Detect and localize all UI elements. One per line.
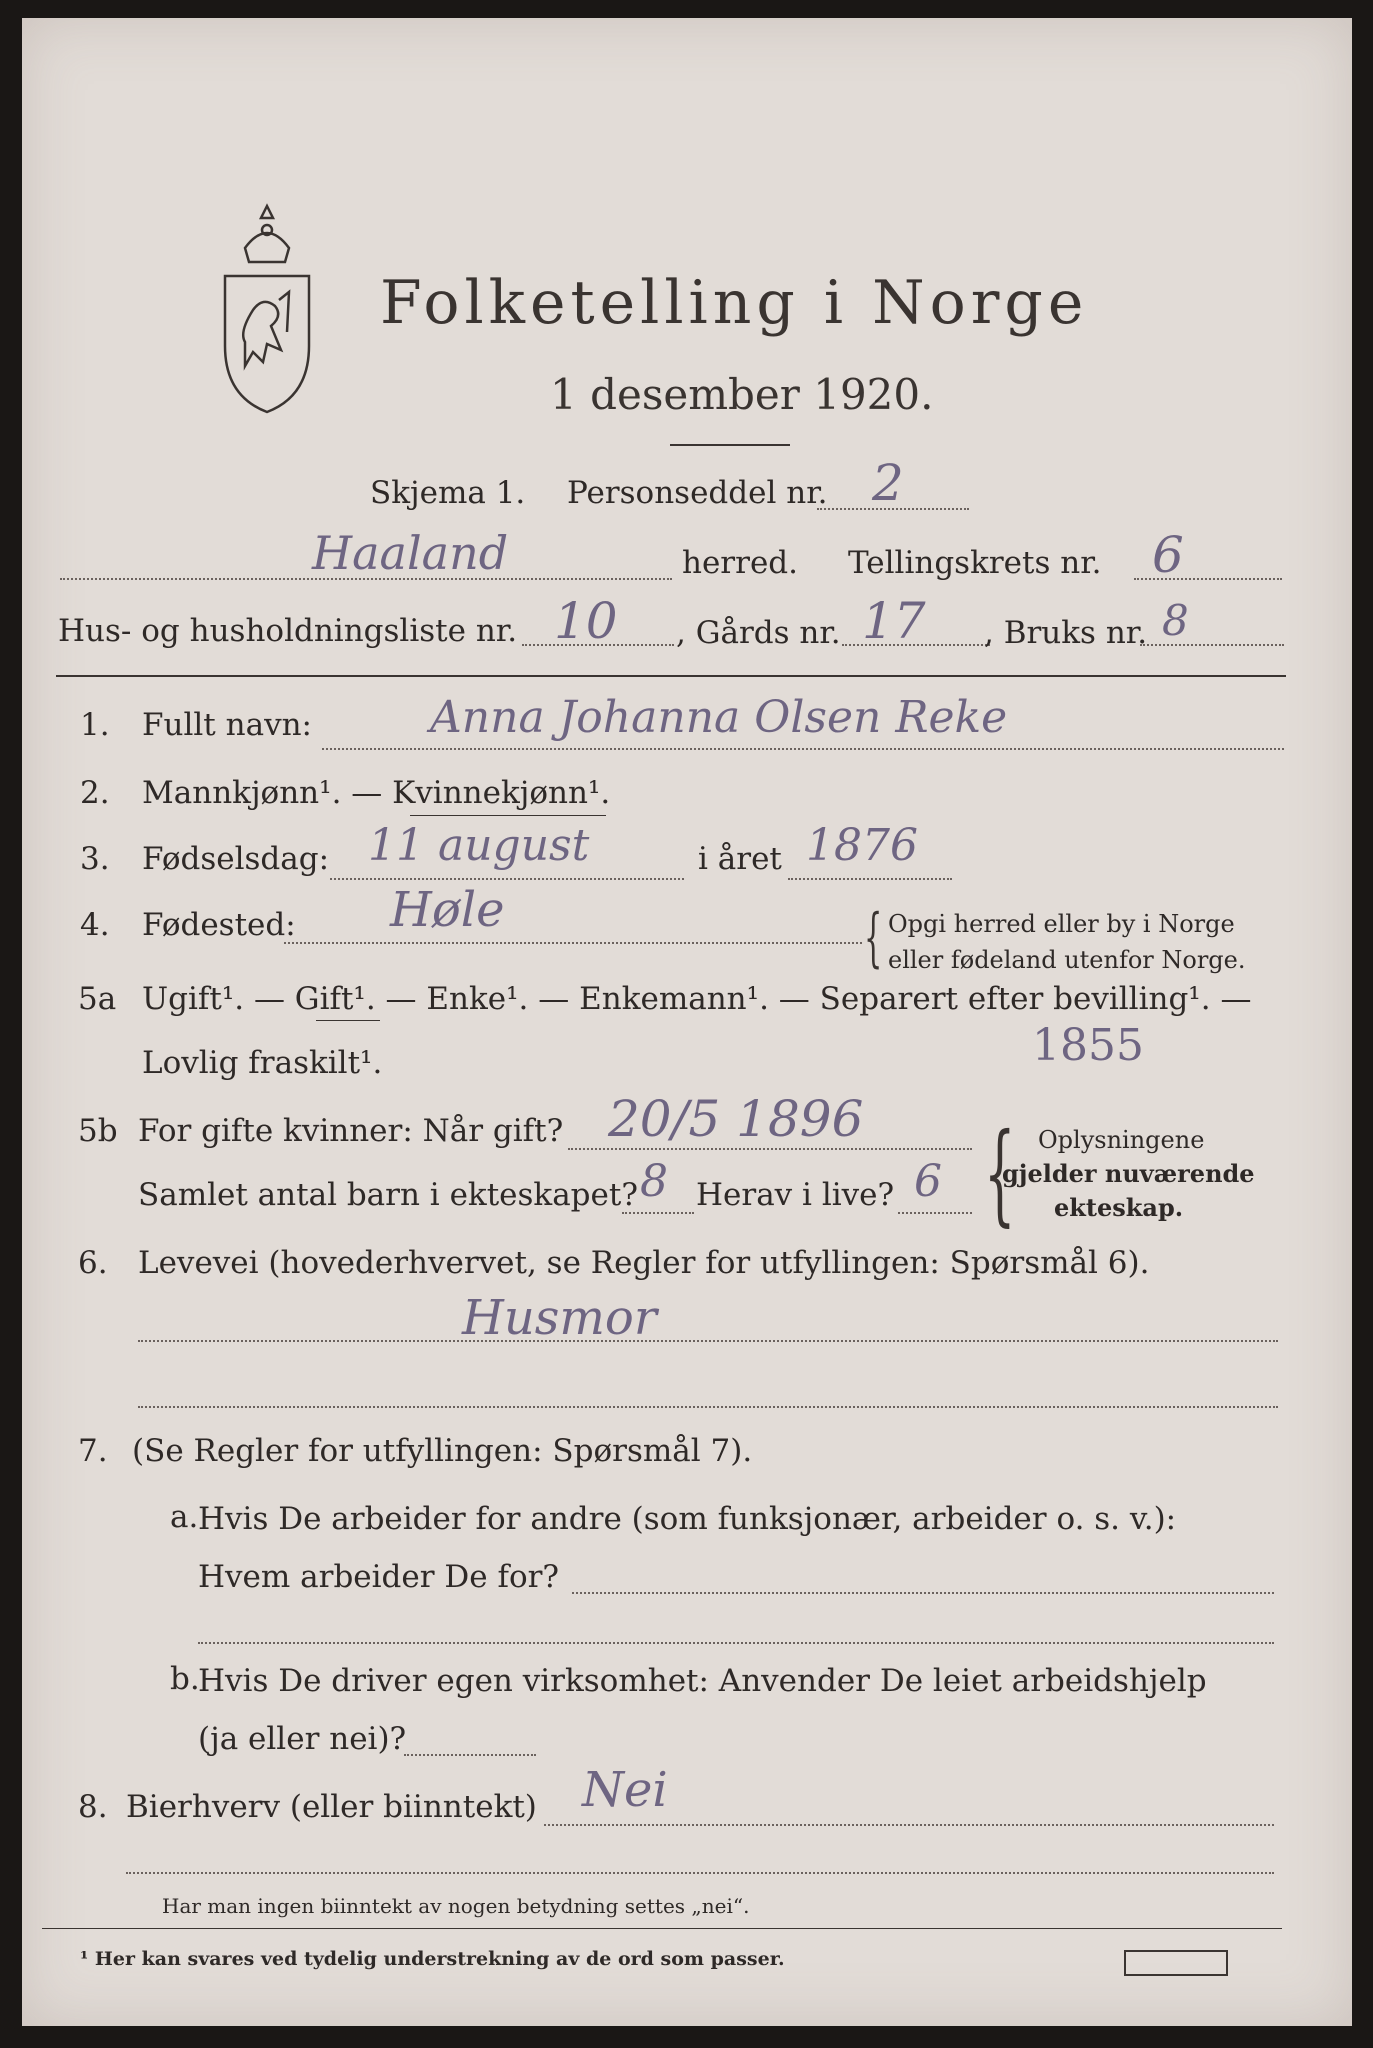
q7a-line-1: Hvis De arbeider for andre (som funksjonær, arbeider o. s. v.): xyxy=(198,1501,1177,1537)
q5b-line-2 xyxy=(622,1212,694,1214)
footnote: ¹ Her kan svares ved tydelig understrekning av de ord som passer. xyxy=(80,1948,785,1970)
tellingskrets-label: Tellingskrets nr. xyxy=(848,545,1102,581)
tellingskrets-value[interactable]: 6 xyxy=(1152,526,1184,584)
q3-line xyxy=(330,878,684,880)
header-rule xyxy=(56,675,1286,677)
herred-label: herred. xyxy=(682,545,798,581)
q5b-line-1 xyxy=(568,1148,972,1150)
footer-rule xyxy=(42,1928,1282,1929)
q5b-value-3[interactable]: 6 xyxy=(914,1156,942,1207)
q1-label: Fullt navn: xyxy=(142,707,312,743)
q8-number: 8. xyxy=(78,1789,108,1825)
q3-number: 3. xyxy=(80,841,110,877)
q5b-label-3: Herav i live? xyxy=(696,1177,895,1213)
hus-value[interactable]: 10 xyxy=(554,592,618,650)
q8-value[interactable]: Nei xyxy=(582,1762,668,1818)
q4-number: 4. xyxy=(80,907,110,943)
q6-line-1 xyxy=(138,1340,1278,1342)
q6-label: Levevei (hovederhvervet, se Regler for utfyllingen: Spørsmål 6). xyxy=(138,1245,1150,1281)
census-form-sheet xyxy=(22,18,1352,2026)
q7a-answer-line-1 xyxy=(572,1592,1274,1594)
printer-stamp-icon xyxy=(1124,1950,1228,1976)
q3-year-value[interactable]: 1876 xyxy=(806,820,918,871)
form-title: Folketelling i Norge xyxy=(380,268,1089,338)
q7b-line-2: (ja eller nei)? xyxy=(198,1721,407,1757)
q5b-value-1[interactable]: 20/5 1896 xyxy=(608,1090,864,1148)
q3-value[interactable]: 11 august xyxy=(368,820,590,871)
q7b-letter: b. xyxy=(170,1661,200,1697)
q5b-note-3: ekteskap. xyxy=(1054,1193,1184,1222)
coat-of-arms-icon xyxy=(217,200,317,420)
q4-note-2: eller fødeland utenfor Norge. xyxy=(888,946,1246,974)
hus-label: Hus- og husholdningsliste nr. xyxy=(58,613,518,649)
q8-label: Bierhverv (eller biinntekt) xyxy=(126,1789,537,1825)
title-divider xyxy=(670,444,790,446)
personseddel-label: Personseddel nr. xyxy=(567,475,828,511)
q2-underline xyxy=(410,815,606,816)
q2-number: 2. xyxy=(80,775,110,811)
gards-value[interactable]: 17 xyxy=(862,592,926,650)
q5b-note-2: gjelder nuværende xyxy=(1002,1159,1255,1188)
q7-label: (Se Regler for utfyllingen: Spørsmål 7). xyxy=(132,1433,753,1469)
q7a-answer-line-2 xyxy=(198,1642,1274,1644)
q5b-note-1: Oplysningene xyxy=(1038,1126,1205,1154)
q3-year-line xyxy=(788,878,952,880)
q5b-line-3 xyxy=(898,1212,972,1214)
q5b-brace: { xyxy=(984,1109,1016,1237)
biinntekt-note: Har man ingen biinntekt av nogen betydning settes „nei“. xyxy=(162,1894,750,1918)
q8-line-1 xyxy=(544,1824,1274,1826)
q6-line-2 xyxy=(138,1406,1278,1408)
q4-value[interactable]: Høle xyxy=(390,882,505,938)
personseddel-value[interactable]: 2 xyxy=(872,454,904,512)
q5a-underline xyxy=(316,1020,380,1021)
q5b-value-2[interactable]: 8 xyxy=(640,1156,668,1207)
q5b-label-1: For gifte kvinner: Når gift? xyxy=(138,1113,564,1149)
q5b-label-2: Samlet antal barn i ekteskapet? xyxy=(138,1177,638,1213)
q6-number: 6. xyxy=(78,1245,108,1281)
q7a-letter: a. xyxy=(170,1499,199,1535)
q3-year-label: i året xyxy=(698,841,782,877)
q7b-answer-line xyxy=(404,1754,536,1756)
skjema-label: Skjema 1. xyxy=(370,475,526,511)
q5a-line1: Ugift¹. — Gift¹. — Enke¹. — Enkemann¹. — Separert efter bevilling¹. — xyxy=(142,981,1252,1017)
bruks-value[interactable]: 8 xyxy=(1162,596,1189,645)
q7a-line-2: Hvem arbeider De for? xyxy=(198,1559,560,1595)
q7b-line-1: Hvis De driver egen virksomhet: Anvender De leiet arbeidshjelp xyxy=(198,1663,1207,1699)
q8-line-2 xyxy=(126,1872,1274,1874)
q4-note-1: Opgi herred eller by i Norge xyxy=(888,910,1235,938)
q5b-number: 5b xyxy=(78,1113,118,1149)
q1-value[interactable]: Anna Johanna Olsen Reke xyxy=(430,692,1008,743)
q5a-margin-note: 1855 xyxy=(1032,1020,1144,1071)
q1-line xyxy=(322,748,1284,750)
q2-label: Mannkjønn¹. — Kvinnekjønn¹. xyxy=(142,775,611,811)
census-date: 1 desember 1920. xyxy=(550,370,934,419)
q1-number: 1. xyxy=(80,707,110,743)
q7-number: 7. xyxy=(78,1433,108,1469)
q4-brace: { xyxy=(864,901,883,975)
herred-value[interactable]: Haaland xyxy=(312,526,509,580)
q4-line xyxy=(284,942,862,944)
q5a-number: 5a xyxy=(78,981,117,1017)
q5a-line2: Lovlig fraskilt¹. xyxy=(142,1045,383,1081)
q6-value[interactable]: Husmor xyxy=(462,1290,657,1346)
q4-label: Fødested: xyxy=(142,907,296,943)
gards-label: , Gårds nr. xyxy=(676,615,841,651)
q3-label: Fødselsdag: xyxy=(142,841,330,877)
bruks-label: , Bruks nr. xyxy=(984,615,1148,651)
